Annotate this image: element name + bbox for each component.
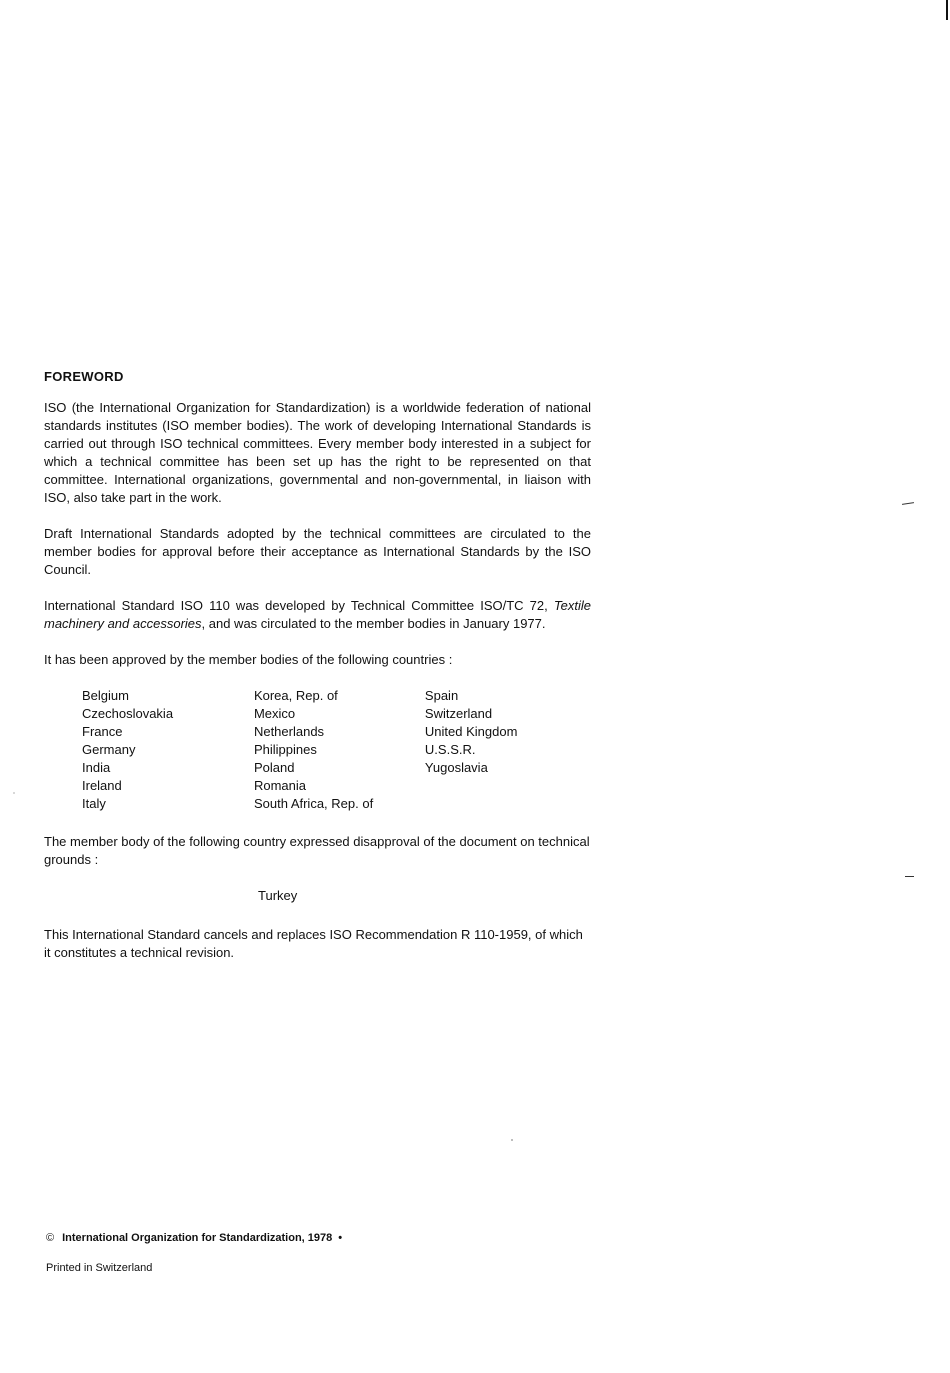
disapproving-country: Turkey	[258, 888, 298, 903]
country-item: United Kingdom	[424, 724, 518, 739]
margin-mark	[905, 876, 914, 877]
country-item: Switzerland	[424, 706, 493, 721]
copyright-line	[46, 1230, 342, 1246]
foreword-heading: FOREWORD	[44, 369, 124, 384]
development-text-start: International Standard ISO 110 was developed by Technical Committee ISO/TC 72,	[44, 598, 554, 613]
printed-location: Printed in Switzerland	[46, 1262, 153, 1274]
country-item: Yugoslavia	[424, 760, 488, 775]
country-item: Netherlands	[253, 724, 325, 739]
margin-mark	[902, 502, 914, 505]
development-text-end: , and was circulated to the member bodies in January 1977.	[201, 616, 546, 631]
country-item: Germany	[82, 742, 136, 757]
bullet-icon: •	[338, 1232, 343, 1244]
country-item: Romania	[253, 778, 306, 793]
country-item: Poland	[253, 760, 295, 775]
scan-speck	[511, 1139, 513, 1141]
country-item: Spain	[424, 688, 459, 703]
country-item: U.S.S.R.	[424, 742, 476, 757]
countries-column-1	[82, 687, 254, 813]
paragraph-disapproval: The member body of the following country expressed disapproval of the document on technical grounds :	[44, 834, 590, 867]
foreword-section	[44, 368, 591, 980]
copyright-icon: ©	[46, 1232, 55, 1244]
country-item: India	[82, 760, 111, 775]
paragraph-approval: It has been approved by the member bodies of the following countries :	[44, 652, 453, 667]
country-item: Mexico	[253, 706, 296, 721]
paragraph-development	[44, 597, 591, 633]
country-item: Italy	[82, 796, 106, 811]
page-edge-mark	[946, 0, 948, 20]
country-item: Ireland	[82, 778, 122, 793]
country-item: Philippines	[253, 742, 317, 757]
copyright-text: International Organization for Standardization, 1978	[62, 1232, 333, 1244]
paragraph-replacement: This International Standard cancels and replaces ISO Recommendation R 110-1959, of which it constitutes a technical revision.	[44, 927, 583, 960]
country-item: South Africa, Rep. of	[253, 796, 374, 811]
paragraph-draft-standards: Draft International Standards adopted by the technical committees are circulated to the member bodies for approval before their acceptance as International Standards by the ISO Council.	[44, 526, 591, 577]
countries-column-3	[425, 687, 591, 813]
committee-title: Textile machinery and accessories	[44, 598, 591, 631]
countries-column-2	[254, 687, 425, 813]
approving-countries	[82, 687, 591, 813]
country-item: Belgium	[82, 688, 129, 703]
country-item: Czechoslovakia	[82, 706, 174, 721]
scan-speck	[13, 792, 15, 794]
country-item: Korea, Rep. of	[253, 688, 338, 703]
paragraph-iso-intro: ISO (the International Organization for Standardization) is a worldwide federation of national standards institutes (ISO member bodies). The work of developing International Standards is carried out through ISO technical committees. Every member body interested in a subject for which a technical committee has been set up has the right to be represented on that committee. International organizations, governmental and non-governmental, in liaison with ISO, also take part in the work.	[44, 400, 591, 505]
country-item: France	[82, 724, 123, 739]
